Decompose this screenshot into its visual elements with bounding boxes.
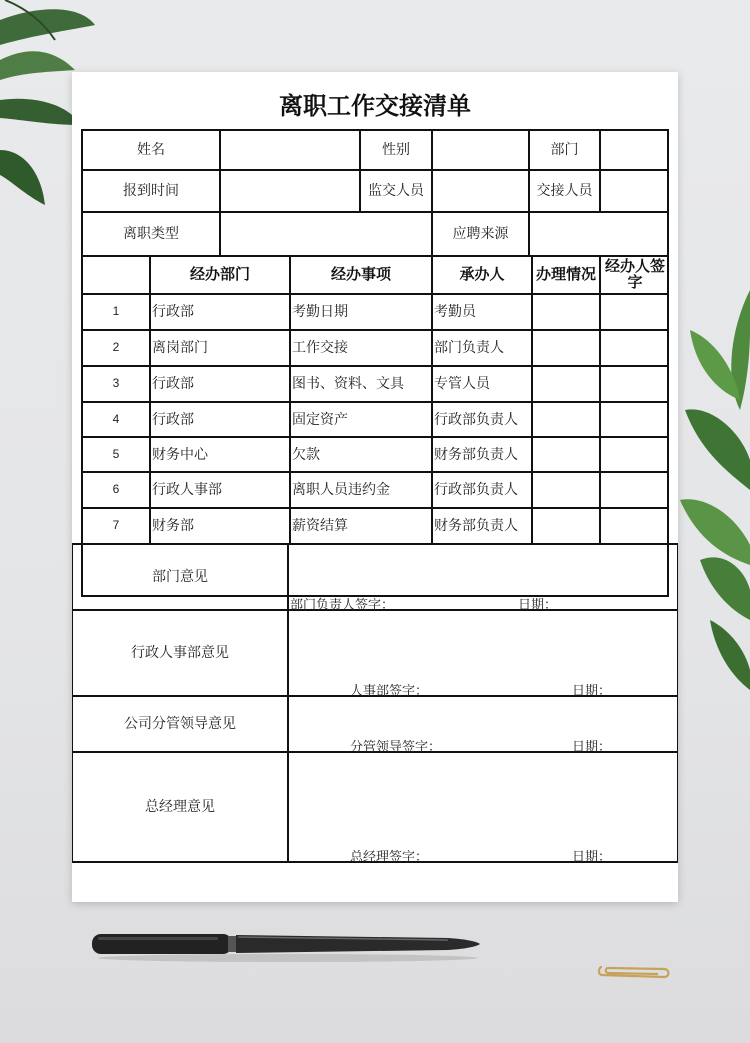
table-row-4-handler: 行政部负责人 — [434, 410, 518, 427]
table-row-3-no: 3 — [112, 376, 120, 391]
table-row-5-dept: 财务中心 — [152, 445, 208, 462]
table-row-1-no: 1 — [112, 304, 120, 319]
table-row-2-no: 2 — [112, 340, 120, 355]
pen-icon — [88, 926, 488, 966]
header-handler: 承办人 — [459, 265, 505, 283]
table-row-7-item: 薪资结算 — [292, 517, 348, 534]
table-row-6-handler: 行政部负责人 — [434, 481, 518, 498]
table-row-5-handler: 财务部负责人 — [434, 445, 518, 462]
table-row-7-handler: 财务部负责人 — [434, 517, 518, 534]
form-title: 离职工作交接清单 — [279, 91, 471, 120]
dept-label: 部门 — [550, 141, 579, 158]
gm-opinion-sign-label: 总经理签字： — [350, 849, 429, 864]
leave-type-field[interactable] — [220, 212, 432, 256]
header-dept: 经办部门 — [189, 265, 250, 283]
table-row-3-item: 图书、资料、文具 — [292, 375, 404, 392]
handover-form-sheet — [72, 72, 678, 902]
dept-field[interactable] — [600, 130, 668, 170]
table-row-4-dept: 行政部 — [152, 410, 194, 427]
name-field[interactable] — [220, 130, 360, 170]
table-row-2-item: 工作交接 — [292, 339, 348, 356]
hr-opinion-label: 行政人事部意见 — [131, 644, 229, 661]
supervisor-field[interactable] — [432, 170, 529, 212]
table-row-2-dept: 离岗部门 — [152, 339, 208, 356]
gender-field[interactable] — [432, 130, 529, 170]
dept-opinion-label: 部门意见 — [152, 568, 208, 585]
paper-clip-icon — [594, 955, 674, 985]
table-row-1-handler: 考勤员 — [434, 303, 476, 320]
handover-person-field[interactable] — [600, 170, 668, 212]
recruit-source-label: 应聘来源 — [452, 225, 509, 242]
table-row-5-no: 5 — [112, 446, 120, 461]
table-row-7-dept: 财务部 — [152, 517, 194, 534]
table-row-7-no: 7 — [112, 518, 120, 533]
report-time-field[interactable] — [220, 170, 360, 212]
table-row-3-dept: 行政部 — [152, 375, 194, 392]
header-signature: 经办人签字 — [604, 257, 665, 291]
leader-opinion-label: 公司分管领导意见 — [124, 715, 236, 732]
name-label: 姓名 — [137, 141, 165, 158]
leader-opinion-sign-label: 分管领导签字： — [350, 739, 442, 754]
report-time-label: 报到时间 — [123, 182, 179, 199]
dept-opinion-date-label: 日期： — [518, 597, 558, 612]
table-row-3-handler: 专管人员 — [434, 375, 490, 392]
leader-opinion-date-label: 日期： — [572, 739, 612, 754]
gm-opinion-label: 总经理意见 — [145, 798, 215, 815]
table-row-1-item: 考勤日期 — [292, 303, 348, 320]
plant-leaves-right — [670, 290, 750, 710]
gm-opinion-date-label: 日期： — [572, 849, 612, 864]
table-row-6-item: 离职人员违约金 — [292, 481, 390, 498]
table-row-1-dept: 行政部 — [152, 303, 194, 320]
gender-label: 性别 — [382, 141, 410, 158]
dept-opinion-sign-label: 部门负责人签字： — [290, 597, 395, 612]
table-row-5-item: 欠款 — [292, 445, 320, 462]
table-row-4-no: 4 — [112, 411, 120, 426]
leave-type-label: 离职类型 — [123, 225, 179, 242]
handover-person-label: 交接人员 — [536, 182, 593, 199]
hr-opinion-date-label: 日期： — [572, 683, 612, 698]
table-row-2-handler: 部门负责人 — [434, 339, 504, 356]
supervisor-label: 监交人员 — [368, 182, 424, 199]
table-row-4-item: 固定资产 — [292, 410, 348, 427]
hr-opinion-sign-label: 人事部签字： — [350, 683, 429, 698]
header-item: 经办事项 — [330, 265, 391, 283]
recruit-source-field[interactable] — [529, 212, 668, 256]
table-row-6-dept: 行政人事部 — [152, 481, 222, 498]
table-row-6-no: 6 — [112, 482, 120, 497]
header-status: 办理情况 — [535, 265, 596, 283]
